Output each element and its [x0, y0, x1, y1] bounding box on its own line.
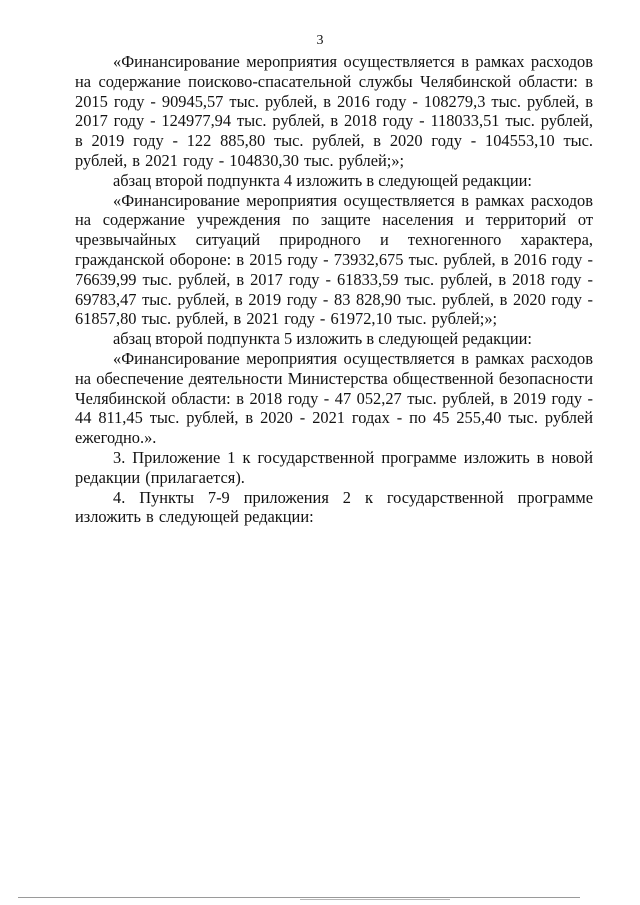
scan-edge-line-secondary [300, 899, 450, 900]
paragraph-subitem-5-instruction: абзац второй подпункта 5 изложить в следующей редакции: [113, 329, 532, 349]
page-number: 3 [316, 33, 324, 48]
scan-edge-line [18, 897, 580, 898]
paragraph-appendix-1: 3. Приложение 1 к государственной программе изложить в новой редакции (прилагается). [75, 447, 593, 487]
document-body [75, 52, 593, 527]
paragraph-search-rescue-funding: «Финансирование мероприятия осуществляется в рамках расходов на содержание поисково-спасательной службы Челябинской области: в 2015 году - 90945,57 тыс. рублей, в 2016 году - 108279,3 тыс. рублей, в 2017 году - 124977,94 тыс. рублей, в 2018 году - 118033,51 тыс. рублей, в 2019 году - 122 885,80 тыс. рублей, в 2020 году - 104553,10 тыс. рублей, в 2021 году - 104830,30 тыс. рублей;»; [75, 52, 593, 170]
paragraph-civil-defense-funding: «Финансирование мероприятия осуществляется в рамках расходов на содержание учреждения по защите населения и территорий от чрезвычайных ситуаций природного и техногенного характера, гражданской обороне: в 2015 году - 73932,675 тыс. рублей, в 2016 году - 76639,99 тыс. рублей, в 2017 году - 61833,59 тыс. рублей, в 2018 году - 69783,47 тыс. рублей, в 2019 году - 83 828,90 тыс. рублей, в 2020 году - 61857,80 тыс. рублей, в 2021 году - 61972,10 тыс. рублей;»; [75, 190, 593, 329]
paragraph-subitem-4-instruction: абзац второй подпункта 4 изложить в следующей редакции: [113, 170, 532, 190]
paragraph-appendix-2-items: 4. Пункты 7-9 приложения 2 к государственной программе изложить в следующей редакции: [75, 487, 593, 527]
paragraph-ministry-funding: «Финансирование мероприятия осуществляется в рамках расходов на обеспечение деятельности Министерства общественной безопасности Челябинской области: в 2018 году - 47 052,27 тыс. рублей, в 2019 году - 44 811,45 тыс. рублей, в 2020 - 2021 годах - по 45 255,40 тыс. рублей ежегодно.». [75, 348, 593, 448]
